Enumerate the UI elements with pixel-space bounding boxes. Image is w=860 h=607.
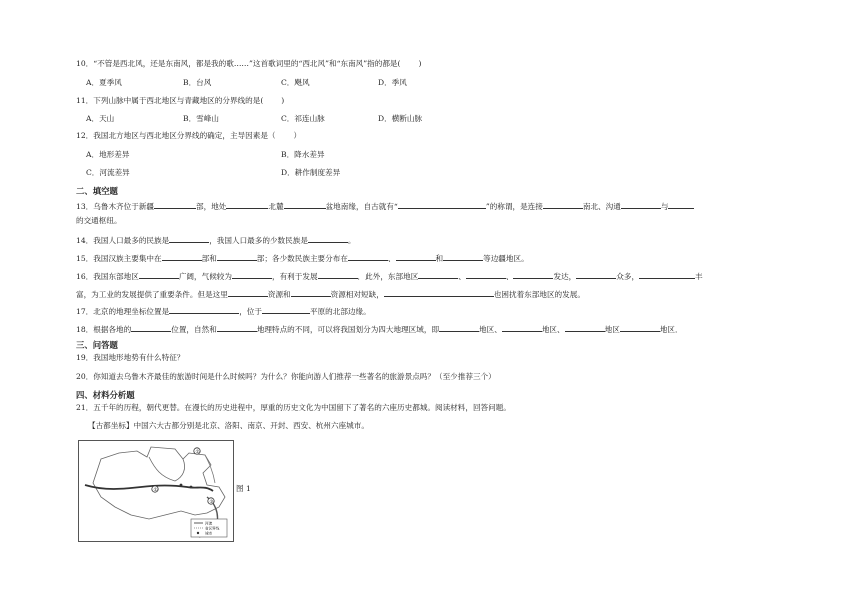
q11-option-c: C．祁连山脉	[281, 114, 325, 123]
question-13: 13．乌鲁木齐位于新疆 部，地处 北麓 盆地南缘，自古就有“ ”的称谓，是连接 南北、沟通 与	[76, 200, 694, 212]
answer-blank[interactable]	[226, 200, 268, 209]
answer-blank[interactable]	[318, 270, 358, 279]
question-21: 21．五千年的历程，朝代更替。在漫长的历史进程中，厚重的历史文化为中国留下了著名的六座历史都城。阅读材料，回答问题。	[76, 403, 511, 412]
legend-city-label: 城市	[205, 531, 213, 536]
answer-blank[interactable]	[439, 323, 479, 332]
section-fill-in-title: 二、填空题	[76, 186, 118, 196]
marker-2-label: ②	[195, 450, 200, 455]
q11-option-d: D．横断山脉	[378, 114, 423, 123]
legend-city-symbol	[197, 532, 199, 534]
section-material-title: 四、材料分析题	[76, 390, 135, 400]
answer-blank[interactable]	[668, 200, 694, 209]
q10-option-a: A．夏季风	[86, 78, 122, 87]
q10-stem: 10．“不管是西北风，还是东南风，都是我的歌……”这首歌词里的“西北风”和“东南风”指的都是(	[76, 59, 401, 68]
q11-option-a: A．天山	[86, 114, 115, 123]
question-11: 11．下列山脉中属于西北地区与青藏地区的分界线的是( )	[76, 96, 285, 105]
q12-stem: 12．我国北方地区与西北地区分界线的确定，主导因素是（	[76, 131, 276, 140]
answer-blank[interactable]	[169, 305, 239, 314]
q12-option-a: A．地形差异	[86, 150, 130, 159]
marker-3-label: ③	[209, 500, 214, 505]
question-18: 18．根据各地的 位置，自然和 地理特点的不同，可以将我国划分为四大地理区域，即 地区、 地区、 地区 地区．	[76, 325, 683, 334]
question-14: 14．我国人口最多的民族是 ，我国人口最多的少数民族是 。	[76, 236, 356, 245]
answer-blank[interactable]	[396, 252, 436, 261]
map-graphic	[79, 441, 233, 541]
answer-blank[interactable]	[398, 200, 486, 209]
q12-option-b: B．降水差异	[281, 150, 325, 159]
question-20: 20．你知道去乌鲁木齐最佳的旅游时间是什么时候吗？为什么？你能向游人们推荐一些著名的旅游景点吗？（至少推荐三个）	[76, 372, 496, 381]
answer-blank[interactable]	[639, 270, 695, 279]
city-dot	[180, 484, 183, 487]
answer-blank[interactable]	[543, 200, 583, 209]
answer-blank[interactable]	[443, 252, 483, 261]
answer-blank[interactable]	[262, 305, 310, 314]
question-17: 17．北京的地理坐标位置是 ，位于 平原的北部边缘。	[76, 307, 371, 316]
answer-blank[interactable]	[291, 288, 331, 297]
legend-border-label: 省区界线	[205, 526, 220, 531]
q12-option-d: D．耕作制度差异	[281, 168, 341, 177]
province-outline	[93, 447, 225, 519]
answer-blank[interactable]	[308, 234, 348, 243]
question-15: 15．我国汉族主要集中在 部和 部；各少数民族主要分布在 、 和 等边疆地区。	[76, 254, 529, 263]
answer-blank[interactable]	[154, 200, 196, 209]
question-12: 12．我国北方地区与西北地区分界线的确定，主导因素是（ ）	[76, 131, 302, 140]
answer-blank[interactable]	[131, 323, 171, 332]
question-10: 10．“不管是西北风，还是东南风，都是我的歌……”这首歌词里的“西北风”和“东南风”指的都是( )	[76, 59, 422, 68]
q12-option-c: C．河流差异	[86, 168, 130, 177]
section-qa-title: 三、问答题	[76, 340, 118, 350]
answer-blank[interactable]	[162, 252, 202, 261]
ancient-capitals-map	[78, 440, 234, 542]
answer-blank[interactable]	[621, 200, 661, 209]
answer-blank[interactable]	[418, 270, 458, 279]
q10-option-b: B．台风	[183, 78, 212, 87]
city-dot	[190, 486, 193, 489]
answer-blank[interactable]	[284, 200, 326, 209]
answer-blank[interactable]	[576, 270, 616, 279]
question-21-material: 【古都坐标】中国六大古都分别是北京、洛阳、南京、开封、西安、杭州六座城市。	[88, 421, 369, 430]
question-19: 19．我国地形地势有什么特征？	[76, 353, 185, 362]
answer-blank[interactable]	[228, 288, 268, 297]
q10-option-d: D．季风	[378, 78, 407, 87]
answer-blank[interactable]	[348, 252, 388, 261]
answer-blank[interactable]	[384, 288, 494, 297]
figure-label: 图 1	[236, 484, 251, 493]
answer-blank[interactable]	[217, 252, 257, 261]
question-16: 16．我国东部地区 广阔，气候较为 ，有利于发展 ．此外，东部地区 、 、 发达， 众多， 丰	[76, 272, 703, 281]
answer-blank[interactable]	[169, 234, 209, 243]
answer-blank[interactable]	[217, 323, 257, 332]
question-16-line2: 富，为工业的发展提供了重要条件。但是这里 资源和 资源相对短缺， 也困扰着东部地区的发展。	[76, 290, 585, 299]
yellow-river	[85, 485, 213, 491]
marker-1-label: ①	[153, 488, 158, 493]
answer-blank[interactable]	[620, 323, 660, 332]
q11-option-b: B．雪峰山	[183, 114, 219, 123]
answer-blank[interactable]	[466, 270, 506, 279]
river-bend	[149, 457, 185, 481]
answer-blank[interactable]	[139, 270, 179, 279]
answer-blank[interactable]	[513, 270, 553, 279]
answer-blank[interactable]	[502, 323, 542, 332]
answer-blank[interactable]	[565, 323, 605, 332]
q11-stem: 11．下列山脉中属于西北地区与青藏地区的分界线的是(	[76, 96, 264, 105]
legend-river-label: 河流	[205, 521, 213, 526]
q10-option-c: C．飓风	[281, 78, 310, 87]
answer-blank[interactable]	[232, 270, 272, 279]
question-13-line2: 的交通枢纽。	[76, 216, 122, 225]
